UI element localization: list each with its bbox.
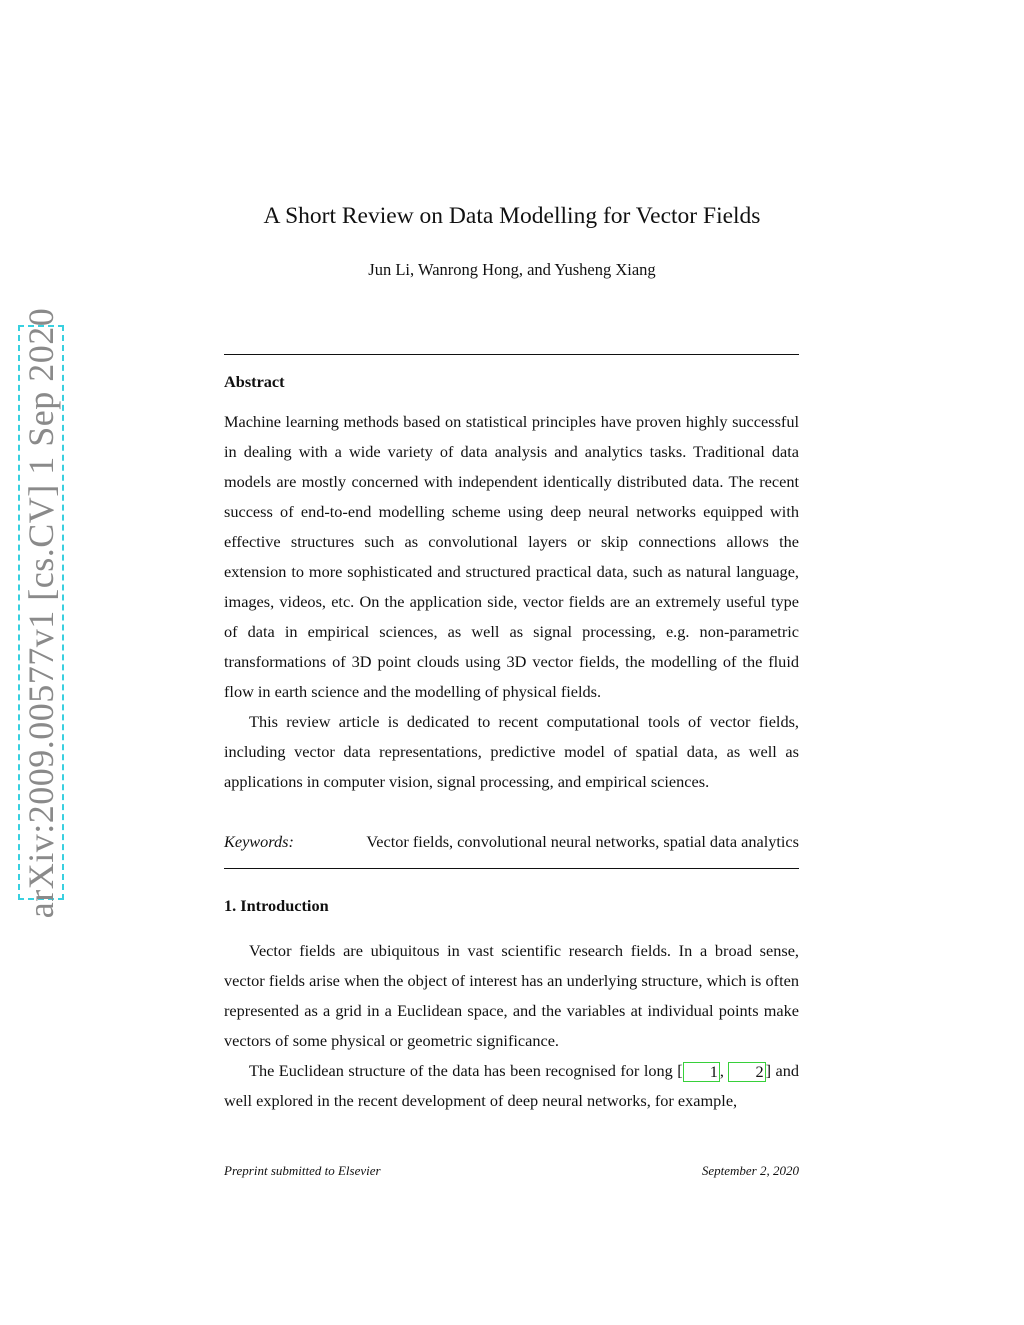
- page-footer: [224, 1163, 799, 1179]
- abstract-body: [224, 407, 799, 797]
- introduction-paragraph-1: Vector fields are ubiquitous in vast scientific research fields. In a broad sense, vector fields arise when the object of interest has an underlying structure, which is often represented as a grid in a Euclidean space, and the variables at individual points make vectors of some physical or geometric significance.: [224, 941, 799, 1050]
- citation-separator: ,: [719, 1061, 729, 1080]
- abstract-top-rule: [224, 354, 799, 355]
- keywords-line: [224, 832, 799, 852]
- arxiv-stamp-text: arXiv:2009.00577v1 [cs.CV] 1 Sep 2020: [21, 307, 61, 918]
- abstract-heading: Abstract: [224, 372, 285, 391]
- introduction-paragraph-2-start: The Euclidean structure of the data has been recognised for long [: [249, 1061, 683, 1080]
- arxiv-stamp: [18, 307, 64, 918]
- abstract-paragraph-2: This review article is dedicated to recent computational tools of vector fields, including vector data representations, predictive model of spatial data, as well as applications in computer vision, signal processing, and empirical sciences.: [224, 712, 799, 791]
- introduction-body: [224, 936, 799, 1116]
- keywords-label: Keywords:: [224, 832, 294, 851]
- abstract-bottom-rule: [224, 868, 799, 869]
- citation-link-2[interactable]: 2: [728, 1062, 765, 1082]
- footer-preprint-note: Preprint submitted to Elsevier: [224, 1163, 381, 1178]
- introduction-paragraph-2-end: ] and well explored in the recent development of deep neural networks, for example,: [224, 1061, 800, 1110]
- abstract-paragraph-1: Machine learning methods based on statistical principles have proven highly successful in dealing with a wide variety of data analysis and analytics tasks. Traditional data models are mostly concerned with independent identically distributed data. The recent success of end-to-end modelling scheme using deep neural networks equipped with effective structures such as convolutional layers or skip connections allows the extension to more sophisticated and structured practical data, such as natural language, images, videos, etc. On the application side, vector fields are an extremely useful type of data in empirical sciences, as well as signal processing, e.g. non-parametric transformations of 3D point clouds using 3D vector fields, the modelling of the fluid flow in earth science and the modelling of physical fields.: [224, 412, 799, 701]
- paper-authors: Jun Li, Wanrong Hong, and Yusheng Xiang: [368, 260, 656, 279]
- introduction-heading: 1. Introduction: [224, 896, 329, 915]
- paper-title: A Short Review on Data Modelling for Vector Fields: [263, 203, 761, 229]
- footer-date: September 2, 2020: [701, 1163, 799, 1178]
- citation-link-1[interactable]: 1: [683, 1062, 720, 1082]
- keywords-text: Vector fields, convolutional neural networks, spatial data analytics: [366, 832, 799, 851]
- introduction-paragraph-2: [224, 1056, 799, 1116]
